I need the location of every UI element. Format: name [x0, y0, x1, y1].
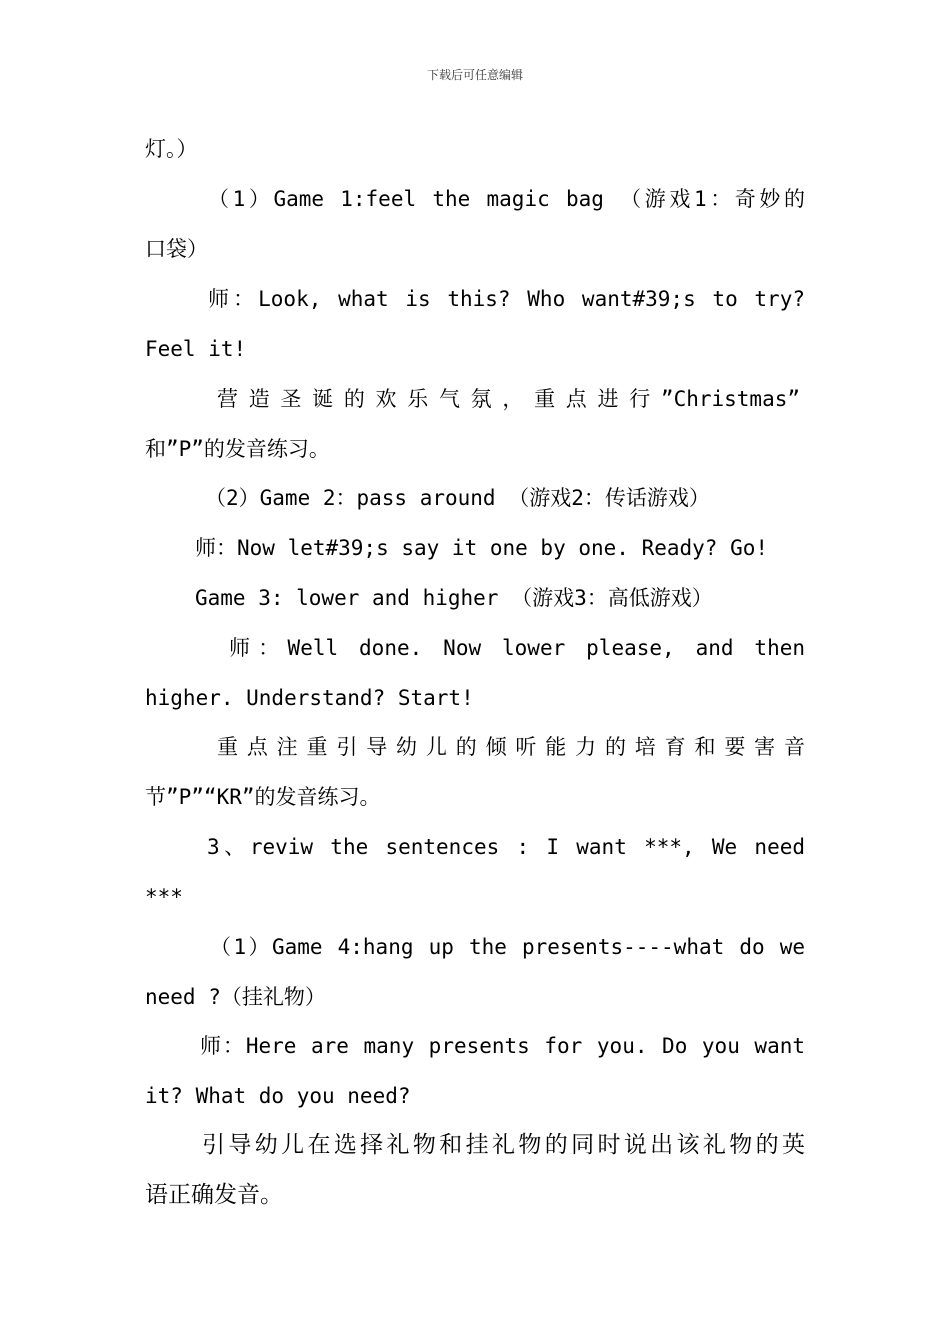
text-line: 营造圣诞的欢乐气氛，重点进行”Christmas” — [217, 387, 800, 411]
text-line: 师：Well done. Now lower please, and then — [229, 636, 805, 660]
text-line: it? What do you need? — [145, 1084, 411, 1108]
text-line: need ?（挂礼物） — [145, 985, 326, 1009]
text-line: 语正确发音。 — [145, 1182, 283, 1208]
text-line: （1）Game 4:hang up the presents----what do we — [210, 935, 805, 959]
text-line: （1）Game 1:feel the magic bag （游戏1：奇妙的 — [208, 187, 805, 211]
text-line: 师：Look, what is this? Who want#39;s to try? — [208, 287, 805, 311]
text-line: 师：Here are many presents for you. Do you want — [200, 1034, 805, 1058]
text-line: 引导幼儿在选择礼物和挂礼物的同时说出该礼物的英 — [202, 1132, 805, 1158]
text-line: higher. Understand? Start! — [145, 686, 474, 710]
text-line: 口袋） — [145, 237, 208, 261]
page-header-note: 下载后可任意编辑 — [426, 68, 523, 82]
text-line: *** — [145, 885, 183, 909]
text-line: Game 3: lower and higher （游戏3：高低游戏） — [195, 586, 713, 610]
text-line: 师：Now let#39;s say it one by one. Ready? Go! — [195, 536, 769, 560]
text-line: 灯。） — [145, 137, 198, 161]
text-line: 3、reviw the sentences : I want ***, We need — [207, 835, 805, 859]
text-line: Feel it! — [145, 337, 247, 361]
text-line: 和”P”的发音练习。 — [145, 437, 330, 461]
text-line: 节”P”“KR”的发音练习。 — [145, 785, 381, 809]
text-line: （2）Game 2：pass around （游戏2：传话游戏） — [205, 486, 710, 510]
text-line: 重点注重引导幼儿的倾听能力的培育和要害音 — [217, 735, 805, 759]
